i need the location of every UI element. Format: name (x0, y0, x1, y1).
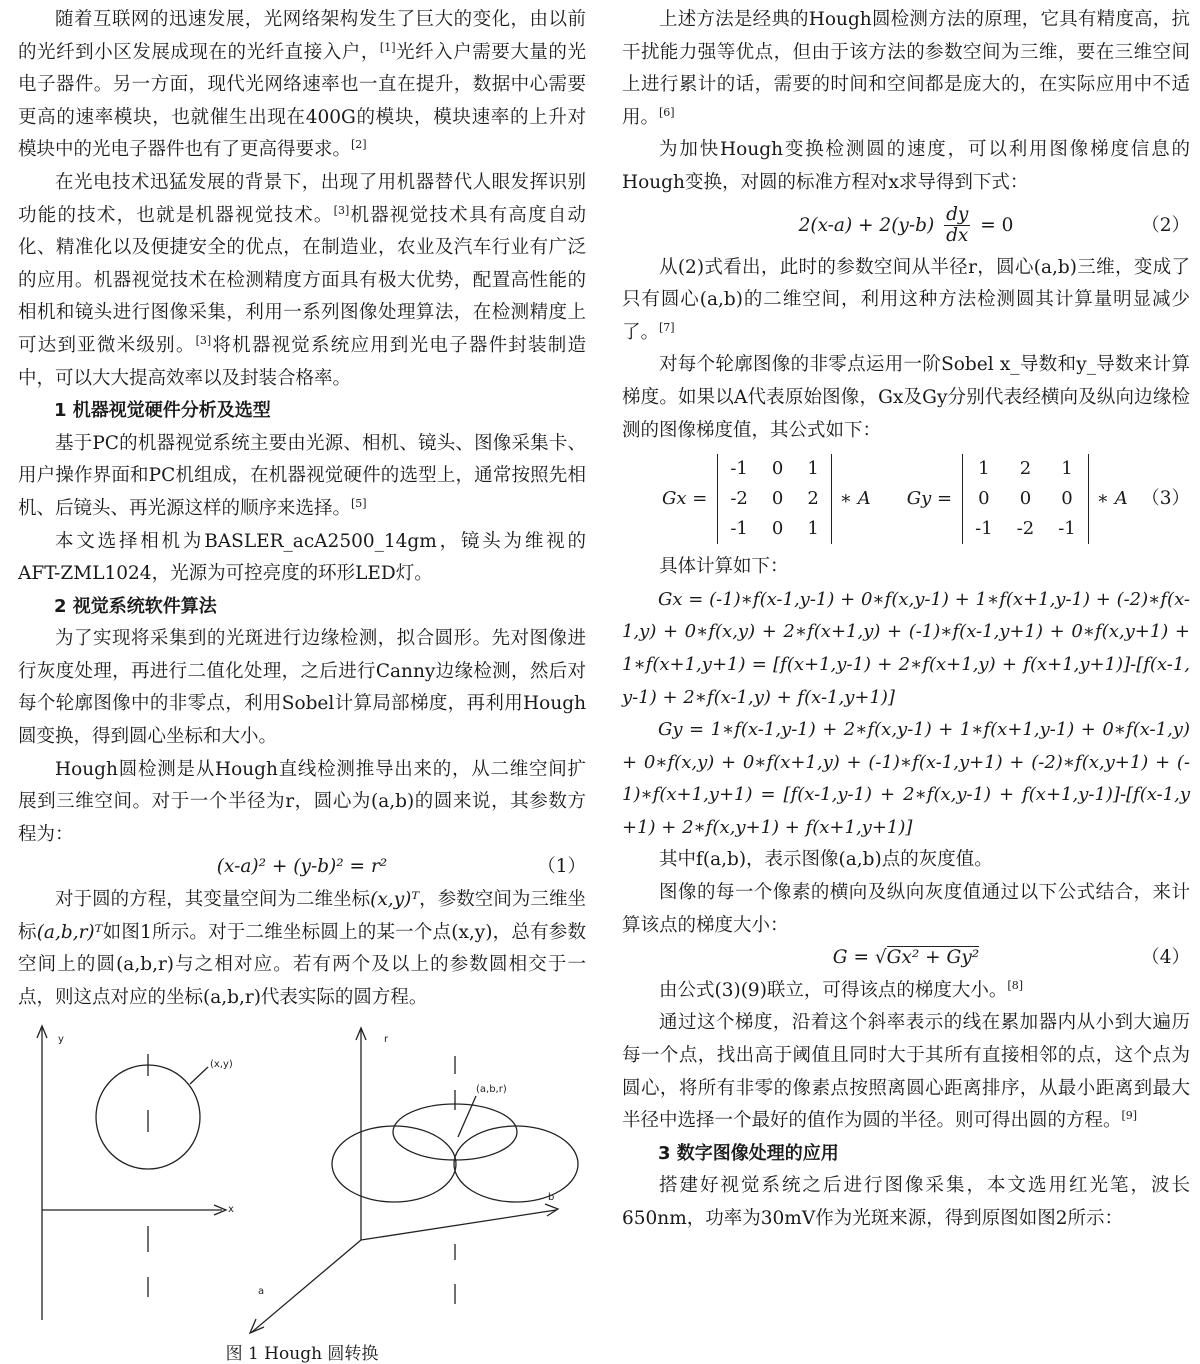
equation-number: （4） (1141, 947, 1190, 969)
paragraph: 上述方法是经典的Hough圆检测方法的原理，它具有精度高，抗干扰能力强等优点，但由于该方法的参数空间为三维，要在三维空间上进行累计的话，需要的时间和空间都是庞大的，在实际应用中不适用。[6] (622, 9, 1190, 128)
matrix-row (963, 484, 1089, 514)
matrix-cell: 1 (978, 458, 990, 480)
matrix-cell: 1 (807, 518, 819, 540)
axis-label: r (384, 1034, 389, 1046)
matrix-cell: -1 (730, 518, 748, 540)
paragraph: 对于圆的方程，其变量空间为二维坐标(x,y)ᵀ，参数空间为三维坐标(a,b,r)ᵀ如图1所示。对于二维坐标圆上的某一个点(x,y)，总有参数空间上的圆(a,b,r)与之相对应。若有两个及以上的参数圆相交于一点，则这点对应的坐标(a,b,r)代表实际的圆方程。 (18, 889, 586, 1008)
matrix-cell: 0 (771, 488, 784, 510)
paragraph: 为了实现将采集到的光斑进行边缘检测，拟合圆形。先对图像进行灰度处理，再进行二值化处理，之后进行Canny边缘检测，然后对每个轮廓图像中的非零点，利用Sobel计算局部梯度，再利用Hough圆变换，得到圆心坐标和大小。 (18, 628, 586, 748)
section-heading: 3 数字图像处理的应用 (658, 1142, 839, 1164)
equation-number: （2） (1141, 214, 1190, 236)
citation: [5] (351, 496, 367, 510)
paragraph: 搭建好视觉系统之后进行图像采集，本文选用红光笔，波长650nm，功率为30mV作为光斑来源，得到原图如图2所示： (622, 1175, 1190, 1229)
matrix-row (718, 514, 831, 544)
citation: [3] (333, 203, 350, 217)
matrix-row (963, 514, 1089, 544)
section-heading: 1 机器视觉硬件分析及选型 (54, 400, 271, 422)
matrix-cell: 0 (771, 458, 784, 480)
matrix-cell: 0 (1019, 488, 1032, 510)
paragraph: Hough圆检测是从Hough直线检测推导出来的，从二维空间扩展到三维空间。对于一个半径为r，圆心为(a,b)的圆来说，其参数方程为： (18, 758, 586, 845)
fraction-numerator: dy (946, 204, 969, 226)
equation-1: (x-a)² + (y-b)² = r² （1） (18, 851, 586, 884)
matrix-cell: 1 (807, 458, 819, 480)
hough-diagram (18, 1022, 586, 1340)
paragraph: 具体计算如下： (659, 556, 789, 578)
equation-number: （3） (1141, 488, 1190, 510)
paragraph: 对每个轮廓图像的非零点运用一阶Sobel x_导数和y_导数来计算梯度。如果以A代表原始图像，Gx及Gy分别代表经横向及纵向边缘检测的图像梯度值，其公式如下： (622, 354, 1190, 441)
matrix-cell: 0 (978, 488, 990, 510)
fraction-denominator: dx (946, 225, 969, 247)
paragraph: 基于PC的机器视觉系统主要由光源、相机、镜头、图像采集卡、用户操作界面和PC机组成，在机器视觉硬件的选型上，通常按照先相机、后镜头、再光源这样的顺序来选择。[5] (18, 432, 586, 519)
matrix-cell: 0 (1061, 488, 1073, 510)
equation-3: Gx = -1 0 1 -2 0 2 -1 0 1 ∗ A Gy = 1 2 1 0 0 0 -1 -2 -1 ∗ A （3） (622, 447, 1190, 551)
paragraph: 从(2)式看出，此时的参数空间从半径r，圆心(a,b)三维，变成了只有圆心(a,b)的二维空间，利用这种方法检测圆其计算量明显减少了。[7] (622, 256, 1190, 343)
matrix-row (963, 454, 1089, 484)
citation: [9] (1121, 1109, 1138, 1123)
paragraph: 本文选择相机为BASLER_acA2500_14gm，镜头为维视的AFT-ZML1024，光源为可控亮度的环形LED灯。 (18, 530, 586, 585)
paragraph: 为加快Hough变换检测圆的速度，可以利用图像梯度信息的Hough变换，对圆的标准方程对x求导得到下式： (622, 139, 1190, 193)
paragraph: 随着互联网的迅速发展，光网络架构发生了巨大的变化，由以前的光纤到小区发展成现在的光纤直接入户，[1]光纤入户需要大量的光电子器件。另一方面，现代光网络速率也一直在提升，数据中心需要更高的速率模块，也就催生出现在400G的模块，模块速率的上升对模块中的光电子器件也有了更高得要求。[2] (18, 9, 586, 161)
equation-2: 2(x-a) + 2(y-b) $\frac{dy}{dx}$ = 0 （2） (622, 200, 1190, 252)
figure-caption: 图 1 Hough 圆转换 (225, 1344, 379, 1364)
matrix-gy (962, 454, 1089, 544)
paragraph: 在光电技术迅猛发展的背景下，出现了用机器替代人眼发挥识别功能的技术，也就是机器视觉技术。[3]机器视觉技术具有高度自动化、精准化以及便捷安全的优点，在制造业，农业及汽车行业有广泛的应用。机器视觉技术在检测精度方面具有极大优势，配置高性能的相机和镜头进行图像采集，利用一系列图像处理算法，在检测精度上可达到亚微米级别。[3]将机器视觉系统应用到光电子器件封装制造中，可以大大提高效率以及封装合格率。 (18, 171, 586, 389)
citation: [8] (1007, 978, 1024, 992)
citation: [6] (659, 105, 675, 119)
paragraph: 其中f(a,b)，表示图像(a,b)点的灰度值。 (659, 849, 993, 871)
equation-number: （1） (537, 856, 586, 878)
matrix-cell: -1 (1058, 518, 1076, 540)
matrix-label: Gy = (906, 487, 953, 509)
matrix-cell: 2 (1019, 458, 1032, 480)
matrix-cell: -2 (730, 488, 748, 510)
matrix-cell: 2 (807, 488, 819, 510)
citation: [3] (195, 333, 212, 347)
citation: [7] (659, 320, 675, 334)
citation: [1] (379, 40, 396, 54)
paragraph: 由公式(3)(9)联立，可得该点的梯度大小。[8] (659, 978, 1024, 1001)
equation-4: G = √Gx² + Gy² （4） (622, 942, 1190, 975)
sqrt-body: Gx² + Gy² (886, 947, 980, 969)
paragraph: 通过这个梯度，沿着这个斜率表示的线在累加器内从小到大遍历每一个点，找出高于阈值且同时大于其所有直接相邻的点，这个点为圆心，将所有非零的像素点按照离圆心距离排序，从最小距离到最大半径中选择一个最好的值作为圆的半径。则可得出圆的方程。[9] (622, 1012, 1190, 1132)
matrix-row (718, 454, 831, 484)
section-heading: 2 视觉系统软件算法 (54, 595, 217, 617)
figure-1 (18, 1022, 586, 1364)
axis-label: y (58, 1034, 64, 1046)
matrix-cell: -1 (730, 458, 748, 480)
matrix-label: Gx = (662, 487, 708, 509)
point-label: (a,b,r) (476, 1084, 507, 1096)
paragraph: 图像的每一个像素的横向及纵向灰度值通过以下公式结合，来计算该点的梯度大小： (622, 882, 1190, 936)
axis-label: x (228, 1204, 234, 1216)
right-column (622, 4, 1190, 1236)
axis-label: a (258, 1286, 265, 1298)
matrix-gx (717, 454, 831, 544)
matrix-cell: -2 (1016, 518, 1035, 540)
left-column (18, 4, 586, 1364)
point-label: (x,y) (210, 1059, 233, 1071)
calc-gx: Gx = (-1)∗f(x-1,y-1) + 0∗f(x,y-1) + 1∗f(x+1,y-1) + (-2)∗f(x-1,y) + 0∗f(x,y) + 2∗f(x+1,y) + (-1)∗f(x-1,y+1) + 0∗f(x,y+1) + 1∗f(x+1,y+1) = [f(x+1,y-1) + 2∗f(x+1,y) + f(x+1,y+1)]-[f(x-1,y-1) + 2∗f(x-1,y) + f(x-1,y+1)] (622, 588, 1190, 708)
matrix-cell: 1 (1061, 458, 1073, 480)
matrix-row (718, 484, 831, 514)
matrix-cell: -1 (975, 518, 993, 540)
citation: [2] (351, 138, 367, 152)
matrix-cell: 0 (771, 518, 784, 540)
axis-label: b (548, 1192, 555, 1204)
calc-gy: Gy = 1∗f(x-1,y-1) + 2∗f(x,y-1) + 1∗f(x+1,y-1) + 0∗f(x-1,y) + 0∗f(x,y) + 0∗f(x+1,y) + (-1)∗f(x-1,y+1) + (-2)∗f(x,y+1) + (-1)∗f(x+1,y+1) = [f(x-1,y-1) + 2∗f(x,y-1) + f(x+1,y-1)]-[f(x-1,y+1) + 2∗f(x,y+1) + f(x+1,y+1)] (622, 719, 1190, 838)
